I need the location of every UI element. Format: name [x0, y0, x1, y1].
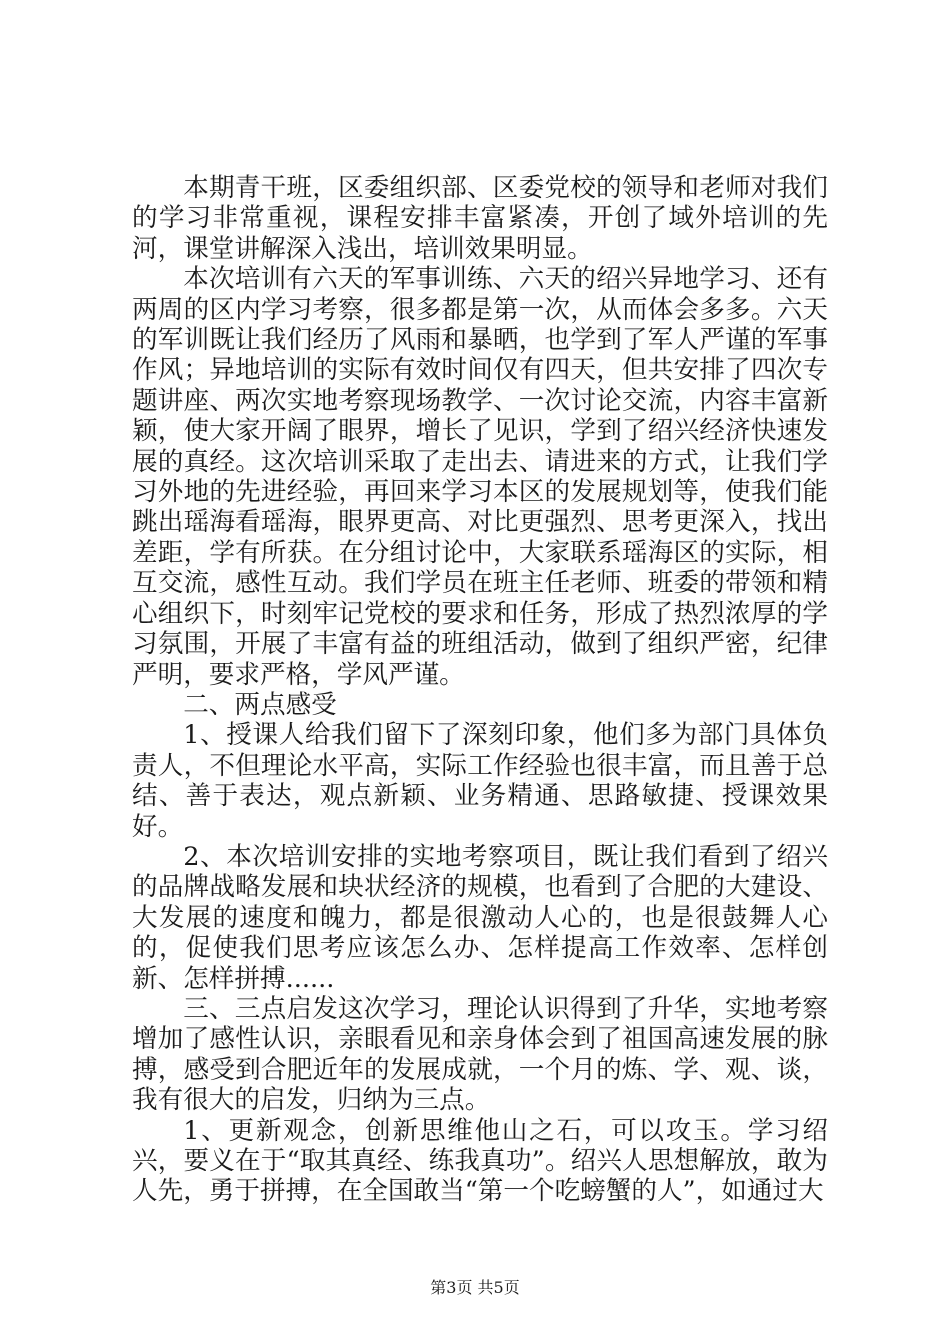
paragraph-feeling-2: 2、本次培训安排的实地考察项目，既让我们看到了绍兴的品牌战略发展和块状经济的规模，也看到了合肥的大建设、大发展的速度和魄力，都是很激动人心的，也是很鼓舞人心的，促使我们思考应该怎么办、怎样提高工作效率、怎样创新、怎样拼搏......	[132, 841, 828, 994]
paragraph-feeling-1: 1、授课人给我们留下了深刻印象，他们多为部门具体负责人，不但理论水平高，实际工作经验也很丰富，而且善于总结、善于表达，观点新颖、业务精通、思路敏捷、授课效果好。	[132, 720, 828, 842]
paragraph-three-inspirations: 三、三点启发这次学习，理论认识得到了升华，实地考察增加了感性认识，亲眼看见和亲身体会到了祖国高速发展的脉搏，感受到合肥近年的发展成就，一个月的炼、学、观、谈，我有很大的启发，归纳为三点。	[132, 993, 828, 1116]
page-footer	[0, 1278, 950, 1298]
paragraph-inspiration-1: 1、更新观念，创新思维他山之石，可以攻玉。学习绍兴，要义在于“取其真经、练我真功”。绍兴人思想解放，敢为人先，勇于拼搏，在全国敢当“第一个吃螃蟹的人”，如通过大	[132, 1115, 828, 1207]
paragraph-training-overview: 本次培训有六天的军事训练、六天的绍兴异地学习、还有两周的区内学习考察，很多都是第一次，从而体会多多。六天的军训既让我们经历了风雨和暴晒，也学到了军人严谨的军事作风；异地培训的实际有效时间仅有四天，但共安排了四次专题讲座、两次实地考察现场教学、一次讨论交流，内容丰富新颖，使大家开阔了眼界，增长了见识，学到了绍兴经济快速发展的真经。这次培训采取了走出去、请进来的方式，让我们学习外地的先进经验，再回来学习本区的发展规划等，使我们能跳出瑶海看瑶海，眼界更高、对比更强烈、思考更深入，找出差距，学有所获。在分组讨论中，大家联系瑶海区的实际，相互交流，感性互动。我们学员在班主任老师、班委的带领和精心组织下，时刻牢记党校的要求和任务，形成了热烈浓厚的学习氛围，开展了丰富有益的班组活动，做到了组织严密，纪律严明，要求严格，学风严谨。	[132, 264, 828, 690]
document-body	[132, 173, 828, 1207]
paragraph-intro: 本期青干班，区委组织部、区委党校的领导和老师对我们的学习非常重视，课程安排丰富紧凑，开创了域外培训的先河，课堂讲解深入浅出，培训效果明显。	[132, 173, 828, 264]
section-heading-two-feelings: 二、两点感受	[183, 689, 337, 720]
page-number-label: 第3页 共5页	[430, 1278, 520, 1297]
